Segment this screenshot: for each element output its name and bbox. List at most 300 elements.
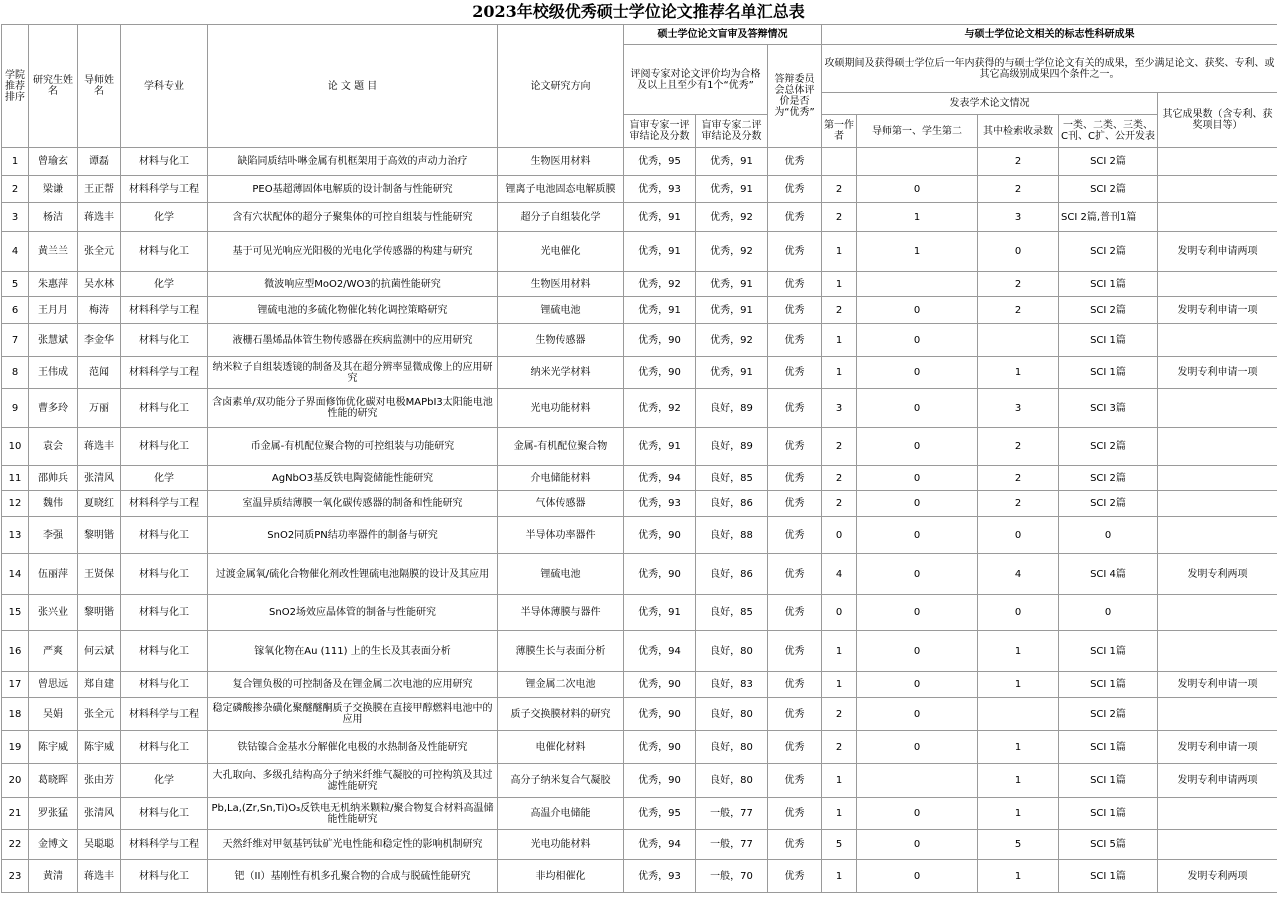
table-row [2, 389, 1277, 428]
cell-thesis: 基于可见光响应光阳极的光电化学传感器的构建与研究 [208, 232, 498, 272]
cell-advisor: 夏晓红 [78, 491, 121, 517]
cell-categories: SCI 3篇 [1059, 389, 1158, 428]
cell-categories: SCI 2篇 [1059, 698, 1158, 731]
cell-advisor-first: 0 [857, 176, 978, 203]
cell-major: 材料与化工 [121, 389, 208, 428]
cell-categories: SCI 1篇 [1059, 272, 1158, 297]
cell-advisor: 张清风 [78, 466, 121, 491]
cell-advisor: 黎明锴 [78, 517, 121, 554]
cell-advisor-first: 0 [857, 491, 978, 517]
cell-direction: 生物传感器 [498, 324, 624, 357]
cell-thesis: Pb,La,(Zr,Sn,Ti)O₃反铁电无机纳米颗粒/聚合物复合材料高温储能性能研究 [208, 798, 498, 830]
cell-thesis: SnO2场效应晶体管的制备与性能研究 [208, 595, 498, 631]
cell-defense: 优秀 [768, 203, 822, 232]
header-direction: 论文研究方向 [498, 25, 624, 148]
cell-advisor: 张清风 [78, 798, 121, 830]
table-row [2, 491, 1277, 517]
cell-student: 金博文 [29, 830, 78, 860]
cell-major: 材料科学与工程 [121, 357, 208, 389]
cell-categories: SCI 2篇 [1059, 491, 1158, 517]
cell-major: 材料与化工 [121, 672, 208, 698]
cell-seq: 3 [2, 203, 29, 232]
cell-advisor-first: 0 [857, 389, 978, 428]
cell-expert1: 优秀，90 [624, 357, 696, 389]
cell-categories: SCI 1篇 [1059, 731, 1158, 764]
cell-categories: SCI 2篇 [1059, 428, 1158, 466]
header-advisor: 导师姓名 [78, 25, 121, 148]
cell-seq: 22 [2, 830, 29, 860]
cell-defense: 优秀 [768, 428, 822, 466]
cell-thesis: 含有穴状配体的超分子聚集体的可控自组装与性能研究 [208, 203, 498, 232]
table-header [2, 25, 1277, 148]
cell-first-author: 1 [822, 272, 857, 297]
cell-expert1: 优秀，90 [624, 554, 696, 595]
cell-thesis: 过渡金属氧/硫化合物催化剂改性锂硫电池隔膜的设计及其应用 [208, 554, 498, 595]
cell-indexed: 1 [978, 798, 1059, 830]
cell-categories: 0 [1059, 595, 1158, 631]
cell-student: 葛晓晖 [29, 764, 78, 798]
cell-expert2: 优秀，91 [696, 148, 768, 176]
cell-expert1: 优秀，92 [624, 272, 696, 297]
cell-indexed: 1 [978, 631, 1059, 672]
cell-expert1: 优秀，91 [624, 595, 696, 631]
cell-direction: 气体传感器 [498, 491, 624, 517]
cell-first-author: 0 [822, 517, 857, 554]
cell-indexed: 0 [978, 595, 1059, 631]
cell-expert1: 优秀，92 [624, 389, 696, 428]
cell-thesis: AgNbO3基反铁电陶瓷储能性能研究 [208, 466, 498, 491]
cell-defense: 优秀 [768, 554, 822, 595]
cell-advisor-first: 0 [857, 731, 978, 764]
cell-categories: SCI 2篇 [1059, 232, 1158, 272]
cell-expert1: 优秀，90 [624, 698, 696, 731]
cell-first-author: 1 [822, 672, 857, 698]
cell-expert1: 优秀，93 [624, 860, 696, 893]
cell-other: 发明专利两项 [1158, 554, 1277, 595]
cell-expert2: 良好，80 [696, 631, 768, 672]
cell-thesis: 稳定磷酸掺杂磺化聚醚醚酮质子交换膜在直接甲醇燃料电池中的应用 [208, 698, 498, 731]
cell-other: 发明专利申请一项 [1158, 731, 1277, 764]
cell-first-author: 2 [822, 466, 857, 491]
cell-expert1: 优秀，94 [624, 631, 696, 672]
cell-direction: 半导体功率器件 [498, 517, 624, 554]
cell-direction: 质子交换膜材料的研究 [498, 698, 624, 731]
cell-categories: SCI 1篇 [1059, 764, 1158, 798]
cell-direction: 非均相催化 [498, 860, 624, 893]
cell-first-author: 1 [822, 232, 857, 272]
cell-advisor-first: 0 [857, 297, 978, 324]
table-body [2, 148, 1277, 893]
cell-expert1: 优秀，90 [624, 764, 696, 798]
cell-seq: 11 [2, 466, 29, 491]
cell-expert2: 一般，77 [696, 830, 768, 860]
cell-direction: 光电功能材料 [498, 389, 624, 428]
cell-expert1: 优秀，93 [624, 491, 696, 517]
cell-categories: SCI 5篇 [1059, 830, 1158, 860]
cell-student: 黄兰兰 [29, 232, 78, 272]
cell-advisor: 范闻 [78, 357, 121, 389]
table-row [2, 672, 1277, 698]
cell-defense: 优秀 [768, 672, 822, 698]
cell-expert2: 一般，77 [696, 798, 768, 830]
cell-defense: 优秀 [768, 466, 822, 491]
cell-expert2: 良好，80 [696, 698, 768, 731]
cell-seq: 6 [2, 297, 29, 324]
table-row [2, 203, 1277, 232]
cell-seq: 9 [2, 389, 29, 428]
cell-expert1: 优秀，90 [624, 517, 696, 554]
header-review-group: 硕士学位论文盲审及答辩情况 [624, 25, 822, 45]
cell-first-author: 1 [822, 324, 857, 357]
cell-advisor: 蒋选丰 [78, 860, 121, 893]
cell-direction: 锂硫电池 [498, 297, 624, 324]
cell-direction: 锂金属二次电池 [498, 672, 624, 698]
cell-advisor-first: 0 [857, 698, 978, 731]
cell-thesis: 镓氧化物在Au (111) 上的生长及其表面分析 [208, 631, 498, 672]
cell-defense: 优秀 [768, 764, 822, 798]
cell-expert2: 优秀，92 [696, 324, 768, 357]
cell-advisor: 吴水林 [78, 272, 121, 297]
cell-expert2: 优秀，92 [696, 232, 768, 272]
cell-direction: 生物医用材料 [498, 272, 624, 297]
header-expert2: 盲审专家二评审结论及分数 [696, 115, 768, 148]
cell-student: 张兴业 [29, 595, 78, 631]
header-categories: 一类、二类、三类、C刊、C扩、公开发表 [1059, 115, 1158, 148]
cell-expert2: 优秀，91 [696, 272, 768, 297]
cell-advisor: 王贤保 [78, 554, 121, 595]
cell-major: 材料科学与工程 [121, 297, 208, 324]
cell-direction: 锂离子电池固态电解质膜 [498, 176, 624, 203]
cell-major: 材料与化工 [121, 731, 208, 764]
table-row [2, 698, 1277, 731]
cell-advisor: 蒋选丰 [78, 428, 121, 466]
cell-seq: 10 [2, 428, 29, 466]
cell-indexed: 2 [978, 466, 1059, 491]
cell-first-author: 1 [822, 631, 857, 672]
cell-direction: 薄膜生长与表面分析 [498, 631, 624, 672]
cell-advisor-first: 0 [857, 324, 978, 357]
cell-thesis: 含卤素单/双功能分子界面修饰优化碳对电极MAPbI3太阳能电池性能的研究 [208, 389, 498, 428]
cell-defense: 优秀 [768, 324, 822, 357]
cell-expert1: 优秀，91 [624, 297, 696, 324]
cell-advisor: 张全元 [78, 232, 121, 272]
cell-major: 化学 [121, 764, 208, 798]
cell-indexed: 2 [978, 148, 1059, 176]
cell-direction: 高分子纳米复合气凝胶 [498, 764, 624, 798]
cell-thesis: 币金属-有机配位聚合物的可控组装与功能研究 [208, 428, 498, 466]
cell-student: 曹多玲 [29, 389, 78, 428]
cell-seq: 4 [2, 232, 29, 272]
cell-student: 李强 [29, 517, 78, 554]
cell-other: 发明专利申请一项 [1158, 357, 1277, 389]
cell-other [1158, 203, 1277, 232]
cell-expert1: 优秀，91 [624, 203, 696, 232]
cell-advisor: 黎明锴 [78, 595, 121, 631]
cell-categories: SCI 1篇 [1059, 357, 1158, 389]
table-row [2, 232, 1277, 272]
table-row [2, 176, 1277, 203]
header-major: 学科专业 [121, 25, 208, 148]
cell-other: 发明专利申请两项 [1158, 232, 1277, 272]
cell-expert2: 良好，85 [696, 466, 768, 491]
cell-defense: 优秀 [768, 517, 822, 554]
cell-other [1158, 176, 1277, 203]
cell-indexed: 1 [978, 764, 1059, 798]
cell-thesis: 锂硫电池的多硫化物催化转化调控策略研究 [208, 297, 498, 324]
table-row [2, 860, 1277, 893]
cell-direction: 超分子自组装化学 [498, 203, 624, 232]
cell-major: 材料与化工 [121, 232, 208, 272]
cell-other [1158, 491, 1277, 517]
cell-student: 伍丽萍 [29, 554, 78, 595]
cell-advisor: 李金华 [78, 324, 121, 357]
cell-expert2: 优秀，91 [696, 176, 768, 203]
cell-other [1158, 698, 1277, 731]
cell-indexed: 4 [978, 554, 1059, 595]
cell-thesis: 钯（II）基刚性有机多孔聚合物的合成与脱硫性能研究 [208, 860, 498, 893]
cell-other: 发明专利申请一项 [1158, 672, 1277, 698]
cell-seq: 16 [2, 631, 29, 672]
table-row [2, 764, 1277, 798]
cell-major: 材料科学与工程 [121, 491, 208, 517]
cell-first-author: 0 [822, 595, 857, 631]
cell-major: 化学 [121, 272, 208, 297]
cell-first-author: 1 [822, 798, 857, 830]
cell-categories: SCI 2篇,普刊1篇 [1059, 203, 1158, 232]
cell-other [1158, 272, 1277, 297]
cell-categories: SCI 2篇 [1059, 148, 1158, 176]
cell-expert2: 良好，83 [696, 672, 768, 698]
cell-categories: SCI 1篇 [1059, 672, 1158, 698]
cell-indexed: 1 [978, 672, 1059, 698]
table-row [2, 631, 1277, 672]
cell-seq: 20 [2, 764, 29, 798]
table-row [2, 428, 1277, 466]
cell-first-author: 3 [822, 389, 857, 428]
cell-indexed: 2 [978, 491, 1059, 517]
cell-defense: 优秀 [768, 148, 822, 176]
cell-direction: 金属-有机配位聚合物 [498, 428, 624, 466]
cell-major: 材料与化工 [121, 595, 208, 631]
cell-student: 王月月 [29, 297, 78, 324]
cell-direction: 光电功能材料 [498, 830, 624, 860]
cell-advisor-first: 1 [857, 203, 978, 232]
cell-expert2: 优秀，91 [696, 357, 768, 389]
cell-other [1158, 148, 1277, 176]
cell-student: 邵帅兵 [29, 466, 78, 491]
cell-indexed: 5 [978, 830, 1059, 860]
header-first-author: 第一作者 [822, 115, 857, 148]
cell-major: 材料与化工 [121, 554, 208, 595]
cell-seq: 7 [2, 324, 29, 357]
cell-advisor: 蒋选丰 [78, 203, 121, 232]
cell-defense: 优秀 [768, 798, 822, 830]
table-row [2, 830, 1277, 860]
table-row [2, 798, 1277, 830]
cell-student: 严爽 [29, 631, 78, 672]
cell-expert2: 优秀，91 [696, 297, 768, 324]
cell-student: 张慧斌 [29, 324, 78, 357]
cell-advisor: 张由芳 [78, 764, 121, 798]
cell-expert1: 优秀，94 [624, 830, 696, 860]
cell-expert2: 良好，85 [696, 595, 768, 631]
cell-seq: 15 [2, 595, 29, 631]
cell-student: 黄清 [29, 860, 78, 893]
table-row [2, 324, 1277, 357]
cell-indexed: 1 [978, 357, 1059, 389]
cell-expert1: 优秀，90 [624, 731, 696, 764]
cell-major: 材料与化工 [121, 428, 208, 466]
cell-first-author: 2 [822, 491, 857, 517]
cell-student: 杨洁 [29, 203, 78, 232]
cell-other: 发明专利申请两项 [1158, 764, 1277, 798]
cell-advisor: 张全元 [78, 698, 121, 731]
cell-categories: SCI 1篇 [1059, 631, 1158, 672]
cell-student: 罗张猛 [29, 798, 78, 830]
table-row [2, 731, 1277, 764]
cell-thesis: 微波响应型MoO2/WO3的抗菌性能研究 [208, 272, 498, 297]
cell-indexed: 3 [978, 389, 1059, 428]
cell-direction: 半导体薄膜与器件 [498, 595, 624, 631]
table-row [2, 517, 1277, 554]
cell-expert1: 优秀，95 [624, 798, 696, 830]
cell-student: 曾思远 [29, 672, 78, 698]
table-row [2, 272, 1277, 297]
cell-advisor: 万丽 [78, 389, 121, 428]
sheet-title: 2023年校级优秀硕士学位论文推荐名单汇总表 [472, 2, 805, 21]
cell-direction: 锂硫电池 [498, 554, 624, 595]
cell-expert2: 一般，70 [696, 860, 768, 893]
header-other: 其它成果数（含专利、获奖项目等） [1158, 93, 1277, 148]
cell-student: 梁谦 [29, 176, 78, 203]
cell-first-author: 5 [822, 830, 857, 860]
cell-seq: 14 [2, 554, 29, 595]
cell-advisor-first: 0 [857, 357, 978, 389]
cell-thesis: 铁钴镍合金基水分解催化电极的水热制备及性能研究 [208, 731, 498, 764]
cell-other [1158, 830, 1277, 860]
cell-defense: 优秀 [768, 830, 822, 860]
cell-thesis: 缺陷同质结卟啉金属有机框架用于高效的声动力治疗 [208, 148, 498, 176]
cell-first-author [822, 148, 857, 176]
cell-other [1158, 595, 1277, 631]
cell-expert1: 优秀，91 [624, 232, 696, 272]
cell-advisor-first: 1 [857, 232, 978, 272]
cell-major: 材料与化工 [121, 324, 208, 357]
cell-advisor-first [857, 148, 978, 176]
cell-advisor-first: 0 [857, 631, 978, 672]
cell-advisor-first: 0 [857, 798, 978, 830]
cell-major: 材料与化工 [121, 798, 208, 830]
cell-advisor-first: 0 [857, 428, 978, 466]
cell-direction: 光电催化 [498, 232, 624, 272]
cell-student: 王伟成 [29, 357, 78, 389]
table-row [2, 357, 1277, 389]
cell-advisor-first: 0 [857, 860, 978, 893]
cell-categories: SCI 1篇 [1059, 860, 1158, 893]
header-advisor-first: 导师第一、学生第二 [857, 115, 978, 148]
cell-seq: 19 [2, 731, 29, 764]
cell-first-author: 2 [822, 698, 857, 731]
cell-other [1158, 389, 1277, 428]
cell-expert2: 良好，86 [696, 554, 768, 595]
header-indexed: 其中检索收录数 [978, 115, 1059, 148]
table-row [2, 595, 1277, 631]
cell-defense: 优秀 [768, 389, 822, 428]
cell-direction: 生物医用材料 [498, 148, 624, 176]
cell-seq: 8 [2, 357, 29, 389]
cell-indexed: 1 [978, 731, 1059, 764]
cell-defense: 优秀 [768, 595, 822, 631]
cell-major: 化学 [121, 466, 208, 491]
cell-thesis: 天然纤维对甲氨基钙钛矿光电性能和稳定性的影响机制研究 [208, 830, 498, 860]
cell-major: 材料科学与工程 [121, 176, 208, 203]
cell-defense: 优秀 [768, 698, 822, 731]
cell-advisor: 何云斌 [78, 631, 121, 672]
cell-advisor-first: 0 [857, 517, 978, 554]
cell-advisor-first: 0 [857, 672, 978, 698]
cell-thesis: 大孔取向、多级孔结构高分子纳米纤维气凝胶的可控构筑及其过滤性能研究 [208, 764, 498, 798]
cell-other: 发明专利两项 [1158, 860, 1277, 893]
cell-student: 陈宇威 [29, 731, 78, 764]
cell-thesis: SnO2同质PN结功率器件的制备与研究 [208, 517, 498, 554]
cell-categories: SCI 4篇 [1059, 554, 1158, 595]
cell-categories: SCI 2篇 [1059, 297, 1158, 324]
cell-categories: 0 [1059, 517, 1158, 554]
cell-categories: SCI 2篇 [1059, 466, 1158, 491]
header-results-group: 与硕士学位论文相关的标志性科研成果 [822, 25, 1277, 45]
cell-thesis: 纳米粒子自组装透镜的制备及其在超分辨率显微成像上的应用研究 [208, 357, 498, 389]
cell-student: 吴娟 [29, 698, 78, 731]
header-thesis: 论 文 题 目 [208, 25, 498, 148]
cell-categories: SCI 2篇 [1059, 176, 1158, 203]
table-row [2, 554, 1277, 595]
cell-advisor: 吴聪聪 [78, 830, 121, 860]
cell-first-author: 2 [822, 731, 857, 764]
header-seq: 学院推荐排序 [2, 25, 29, 148]
cell-categories: SCI 1篇 [1059, 324, 1158, 357]
cell-defense: 优秀 [768, 272, 822, 297]
cell-major: 材料与化工 [121, 860, 208, 893]
cell-expert2: 良好，86 [696, 491, 768, 517]
header-results-condition: 攻硕期间及获得硕士学位后一年内获得的与硕士学位论文有关的成果，至少满足论文、获奖、专利、或其它高级别成果四个条件之一。 [822, 45, 1277, 93]
cell-indexed: 0 [978, 232, 1059, 272]
cell-defense: 优秀 [768, 491, 822, 517]
cell-defense: 优秀 [768, 631, 822, 672]
cell-advisor: 梅涛 [78, 297, 121, 324]
cell-student: 袁会 [29, 428, 78, 466]
cell-direction: 电催化材料 [498, 731, 624, 764]
cell-major: 材料与化工 [121, 631, 208, 672]
cell-expert2: 良好，80 [696, 764, 768, 798]
cell-major: 材料与化工 [121, 517, 208, 554]
cell-indexed: 3 [978, 203, 1059, 232]
cell-advisor-first: 0 [857, 830, 978, 860]
cell-defense: 优秀 [768, 860, 822, 893]
cell-first-author: 2 [822, 428, 857, 466]
cell-indexed: 0 [978, 517, 1059, 554]
cell-student: 朱惠萍 [29, 272, 78, 297]
cell-seq: 2 [2, 176, 29, 203]
cell-seq: 21 [2, 798, 29, 830]
cell-direction: 纳米光学材料 [498, 357, 624, 389]
cell-seq: 1 [2, 148, 29, 176]
cell-expert1: 优秀，91 [624, 428, 696, 466]
cell-defense: 优秀 [768, 176, 822, 203]
cell-thesis: 室温异质结薄膜一氧化碳传感器的制备和性能研究 [208, 491, 498, 517]
cell-advisor: 王正帮 [78, 176, 121, 203]
cell-thesis: 液栅石墨烯晶体管生物传感器在疾病监测中的应用研究 [208, 324, 498, 357]
cell-thesis: 复合锂负极的可控制备及在锂金属二次电池的应用研究 [208, 672, 498, 698]
